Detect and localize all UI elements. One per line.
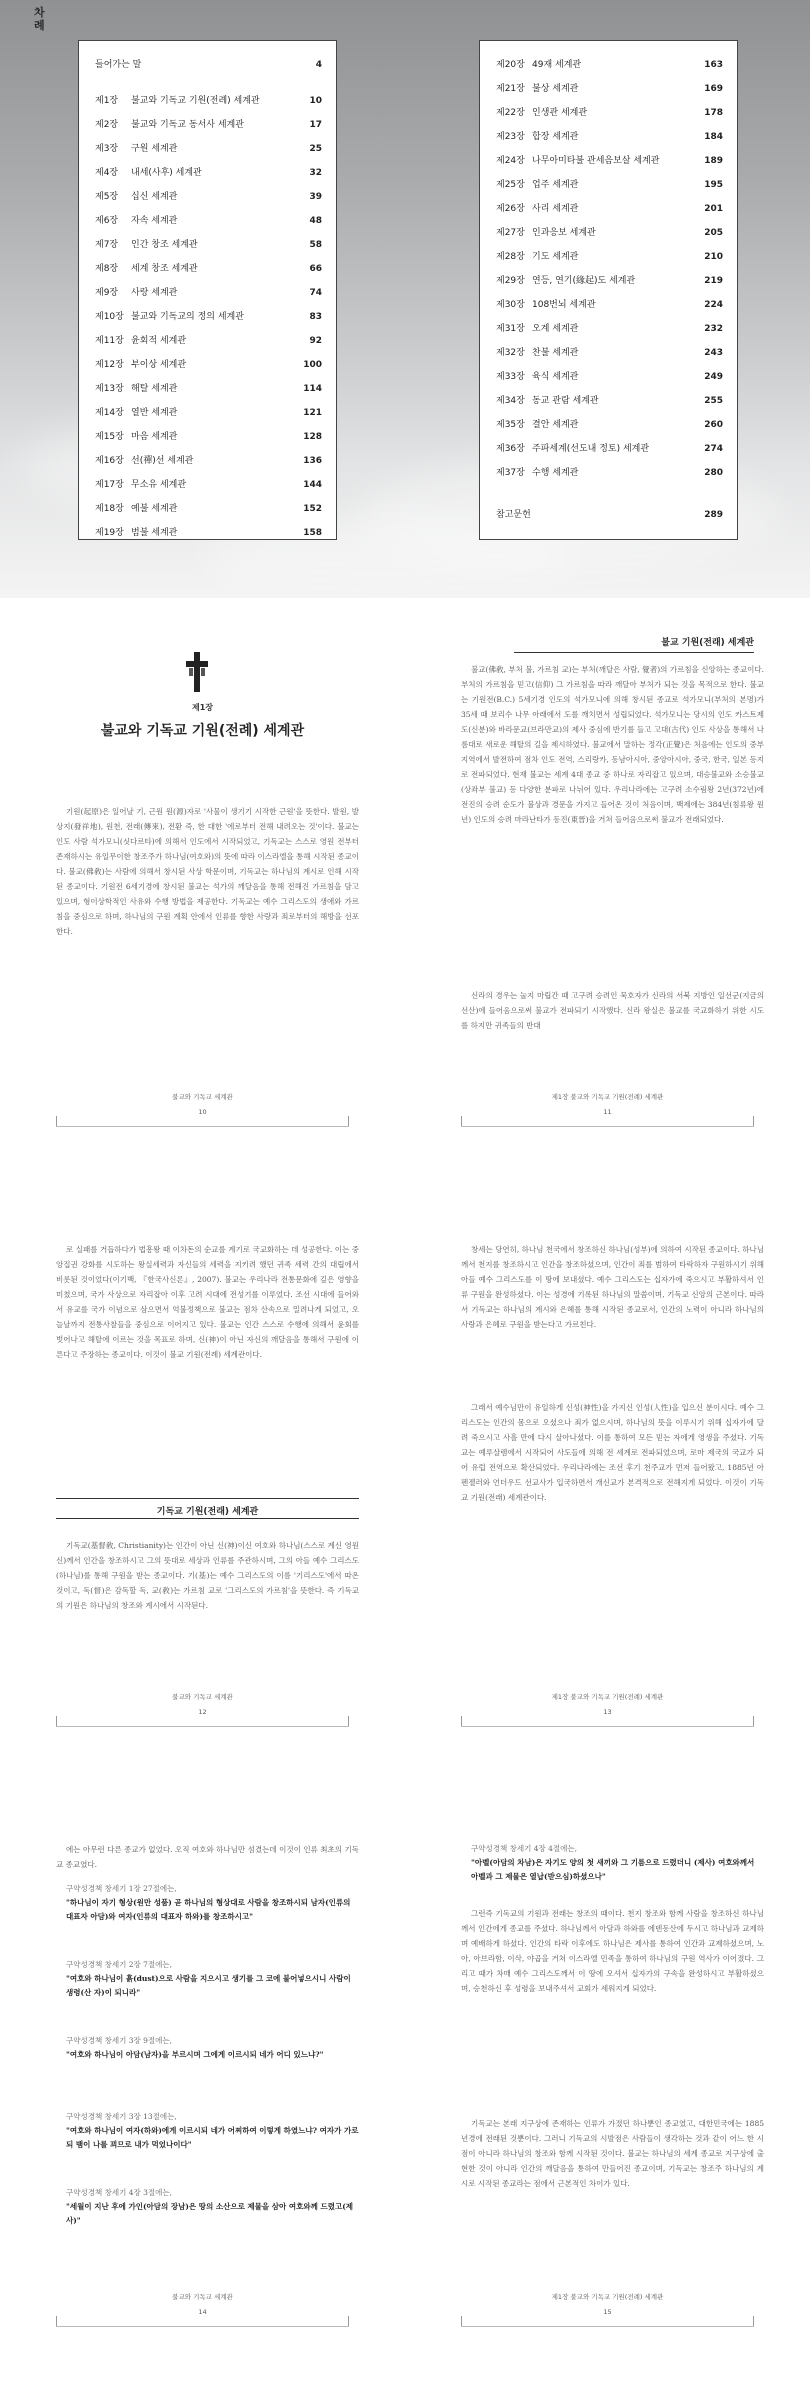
page-footer	[461, 2292, 754, 2327]
quote-body: "아벨(아담의 차남)은 자기도 양의 첫 새끼와 그 기름으로 드렸더니 (제사) 여호와께서 아벨과 그 제물은 열납(받으심)하셨으나"	[471, 1858, 755, 1881]
toc-page-number: 280	[704, 468, 723, 478]
toc-chapter-number: 제6장	[95, 216, 119, 226]
toc-page-number: 189	[704, 156, 723, 166]
toc-entry	[496, 129, 723, 145]
toc-entry	[496, 369, 723, 385]
toc-chapter-title: 열반 세계관	[131, 408, 178, 418]
toc-chapter-title: 동교 관람 세계관	[532, 396, 599, 406]
toc-entry	[496, 273, 723, 289]
toc-entry	[95, 525, 322, 541]
toc-page-number: 289	[704, 510, 723, 520]
toc-chapter-number: 제20장	[496, 60, 525, 70]
toc-entry	[496, 465, 723, 481]
toc-chapter-title: 사리 세계관	[532, 204, 579, 214]
toc-entry	[95, 333, 322, 349]
toc-entry	[496, 321, 723, 337]
toc-card-right	[479, 40, 738, 540]
toc-page-number: 48	[309, 216, 322, 226]
toc-page-number: 74	[309, 288, 322, 298]
toc-page-number: 136	[303, 456, 322, 466]
toc-chapter-title: 십신 세계관	[131, 192, 178, 202]
toc-entry	[95, 141, 322, 157]
toc-chapter-number: 제25장	[496, 180, 525, 190]
toc-chapter-title: 불상 세계관	[532, 84, 579, 94]
page-11	[405, 598, 810, 1198]
toc-page-number: 128	[303, 432, 322, 442]
toc-spread	[0, 0, 810, 598]
page-10	[0, 598, 405, 1198]
toc-entry	[95, 285, 322, 301]
quote-reference: 구약성경책 창세기 2장 7절에는,	[66, 1960, 173, 1969]
toc-entry	[95, 477, 322, 493]
toc-chapter-title: 사랑 세계관	[131, 288, 178, 298]
toc-chapter-number: 제5장	[95, 192, 119, 202]
toc-chapter-title: 무소유 세계관	[131, 480, 187, 490]
toc-page-number: 121	[303, 408, 322, 418]
toc-chapter-number: 제23장	[496, 132, 525, 142]
toc-chapter-title: 해탈 세계관	[131, 384, 178, 394]
toc-entry	[95, 261, 322, 277]
page-number: 13	[603, 1708, 612, 1716]
toc-entry	[496, 201, 723, 217]
toc-chapter-title: 불교와 기독교 기원(전례) 세계관	[131, 96, 260, 106]
toc-entry	[95, 117, 322, 133]
toc-chapter-title: 오계 세계관	[532, 324, 579, 334]
toc-entry	[496, 153, 723, 169]
toc-chapter-title: 세계 창조 세계관	[131, 264, 198, 274]
toc-chapter-title: 나무아미타불 관세음보살 세계관	[532, 156, 660, 166]
toc-page-number: 178	[704, 108, 723, 118]
toc-page-number: 169	[704, 84, 723, 94]
toc-chapter-title: 마음 세계관	[131, 432, 178, 442]
toc-page-number: 201	[704, 204, 723, 214]
toc-page-number: 58	[309, 240, 322, 250]
scripture-quote	[66, 2186, 359, 2228]
toc-entry	[496, 345, 723, 361]
toc-chapter-title: 윤회적 세계관	[131, 336, 187, 346]
page-footer	[461, 1692, 754, 1727]
toc-page-number: 83	[309, 312, 322, 322]
toc-chapter-title: 내세(사후) 세계관	[131, 168, 202, 178]
toc-chapter-title: 업주 세계관	[532, 180, 579, 190]
toc-entry	[95, 405, 322, 421]
page-footer	[56, 1092, 349, 1127]
footer-title: 제1장 불교와 기독교 기원(전례) 세계관	[551, 1093, 664, 1101]
toc-entry	[95, 309, 322, 325]
body-paragraph: 기독교(基督敎, Christianity)는 인간이 아닌 신(神)이신 여호와 하나님(스스로 계신 영원 신)께서 인간을 창조하시고 그의 뜻대로 세상과 인류를 주관하시며, 그의 아들 예수 그리스도(하나님)를 통해 구원을 받는 종교이다. 기(基)는 예수 그리스도의 이름 '기리스도'에서 따온 것이고, 독(督)은 감독할 독, 교(敎)는 가르침 교로 '그리스도의 가르침'을 뜻한다. 즉 기독교의 기원은 하나님의 창조와 계시에서 시작된다.	[56, 1541, 359, 1610]
toc-chapter-title: 선(禪)선 세계관	[131, 456, 194, 466]
toc-entry	[95, 453, 322, 469]
toc-chapter-title: 합장 세계관	[532, 132, 579, 142]
section-heading: 기독교 기원(전래) 세계관	[156, 1507, 259, 1517]
scripture-quote	[66, 1882, 359, 1924]
toc-page-number: 274	[704, 444, 723, 454]
toc-page-number: 255	[704, 396, 723, 406]
toc-chapter-title: 구원 세계관	[131, 144, 178, 154]
page-number: 12	[198, 1708, 207, 1716]
section-heading: 불교 기원(전래) 세계관	[661, 638, 754, 648]
scripture-quote	[66, 2034, 359, 2062]
toc-chapter-number: 제31장	[496, 324, 525, 334]
toc-page-number: 39	[309, 192, 322, 202]
toc-chapter-number: 제11장	[95, 336, 124, 346]
toc-page-number: 144	[303, 480, 322, 490]
toc-page-number: 260	[704, 420, 723, 430]
toc-entry	[95, 357, 322, 373]
footer-title: 제1장 불교와 기독교 기원(전례) 세계관	[551, 1693, 664, 1701]
toc-chapter-number: 제30장	[496, 300, 525, 310]
toc-chapter-title: 49재 세계관	[532, 60, 582, 70]
toc-chapter-number: 제33장	[496, 372, 525, 382]
toc-page-number: 219	[704, 276, 723, 286]
toc-entry	[95, 93, 322, 109]
toc-entry	[496, 297, 723, 313]
toc-chapter-number: 제29장	[496, 276, 525, 286]
toc-chapter-number: 제37장	[496, 468, 525, 478]
quote-reference: 구약성경책 창세기 4장 3절에는,	[66, 2188, 173, 2197]
toc-card-left	[78, 40, 337, 540]
toc-chapter-number: 제21장	[496, 84, 525, 94]
toc-page-number: 32	[309, 168, 322, 178]
page-footer	[56, 2292, 349, 2327]
toc-page-number: 66	[309, 264, 322, 274]
body-paragraph: 그래서 예수님만이 유일하게 신성(神性)을 가지신 인성(人性)을 입으신 분이시다. 예수 그리스도는 인간의 몸으로 오셨으나 죄가 없으시며, 하나님의 뜻을 이루시기 위해 십자가에 달려 죽으시고 사흘 만에 다시 살아나셨다. 이를 통하여 모든 믿는 자에게 영생을 주셨다. 기독교는 예루살렘에서 시작되어 사도들에 의해 전 세계로 전파되었으며, 로마 제국의 국교가 되어 유럽 전역으로 확산되었다. 우리나라에는 조선 후기 천주교가 먼저 들어왔고, 1885년 아펜젤러와 언더우드 선교사가 입국하면서 개신교가 본격적으로 전해지게 되었다. 이것이 기독교 기원(전래) 세계관이다.	[461, 1403, 764, 1502]
footer-title: 불교와 기독교 세계관	[172, 1093, 233, 1101]
quote-body: "여호와 하나님이 흙(dust)으로 사람을 지으시고 생기를 그 코에 불어넣으시니 사람이 생령(산 자)이 되니라"	[66, 1974, 351, 1997]
body-paragraph: 창세는 당연히, 하나님 천국에서 창조하신 하나님(성부)에 의하여 시작된 종교이다. 하나님께서 천지를 창조하시고 인간을 창조하셨으며, 인간이 죄를 범하여 타락하자 구원하시기 위해 아들 예수 그리스도를 이 땅에 보내셨다. 예수 그리스도는 십자가에 죽으시고 부활하셔서 인류 구원을 완성하셨다. 이는 성경에 기록된 하나님의 말씀이며, 기독교 신앙의 근본이다. 따라서 기독교는 하나님의 계시와 은혜를 통해 시작된 종교로서, 인간의 노력이 아니라 하나님의 사랑과 은혜로 구원을 받는다고 가르친다.	[461, 1245, 764, 1329]
body-paragraph: 로 실패를 거듭하다가 법흥왕 때 이차돈의 순교를 계기로 국교화하는 데 성공한다. 이는 중앙집권 강화를 시도하는 왕실세력과 자신들의 세력을 지키려 했던 귀족 세력 간의 대립에서 비롯된 것이었다(이기백, 『한국사신론』, 2007). 불교는 우리나라 전통문화에 깊은 영향을 미쳤으며, 국가 사상으로 자리잡아 이후 고려 시대에 전성기를 이루었다. 조선 시대에 들어와서 유교를 국가 이념으로 삼으면서 억불정책으로 불교는 점차 산속으로 밀려나게 되었고, 오늘날까지 전통사찰들을 중심으로 이어지고 있다. 불교는 인간 스스로 수행에 의해서 윤회를 벗어나고 해탈에 이르는 것을 목표로 하며, 신(神)이 아닌 자신의 깨달음을 통해서 구원에 이른다고 주장하는 종교이다. 이것이 불교 기원(전례) 세계관이다.	[56, 1245, 359, 1359]
toc-page-number: 243	[704, 348, 723, 358]
toc-entry	[496, 225, 723, 241]
chapter-intro: 기원(起原)은 일어날 기, 근원 원(源)자로 '사물이 생기기 시작한 근원'을 뜻한다. 발원, 발상지(發祥地), 원천, 전래(傳來), 전환 즉, 한 대한 '에로부터 전해 내려오는 것'이다. 불교는 인도 사람 석가모니(싯다르타)에 의해서 인도에서 시작되었고, 기독교는 스스로 영원 전부터 존재하시는 유일무이한 창조주가 하나님(여호와)의 뜻에 따라 이스라엘을 통해 시작된 종교이다. 불교(佛敎)는 사람에 의해서 창시된 사상 학문이며, 기독교는 하나님의 계시로 인해 시작된 종교이다. 기원전 6세기경에 창시된 불교는 석가의 깨달음을 통해 전해진 가르침을 담고 있으며, 형이상학적인 사유와 수행 방법을 제공한다. 기독교는 예수 그리스도의 생애와 가르침을 중심으로 하며, 하나님의 구원 계획 안에서 인류를 향한 사랑과 죄로부터의 해방을 선포한다.	[56, 807, 359, 936]
spread-pages-12-13	[0, 1198, 810, 1798]
scripture-quote	[471, 1842, 764, 1884]
toc-page-number: 210	[704, 252, 723, 262]
toc-chapter-number: 제34장	[496, 396, 525, 406]
quote-body: "하나님이 자기 형상(원만 성품) 곧 하나님의 형상대로 사람을 창조하시되 남자(인류의 대표자 아담)와 여자(인류의 대표자 하와)를 창조하시고"	[66, 1898, 351, 1921]
quote-reference: 구약성경책 창세기 1장 27절에는,	[66, 1884, 177, 1893]
toc-page-number: 232	[704, 324, 723, 334]
toc-chapter-number: 제18장	[95, 504, 124, 514]
toc-entry	[95, 213, 322, 229]
toc-chapter-title: 인간 창조 세계관	[131, 240, 198, 250]
toc-entry	[496, 105, 723, 121]
toc-entry	[95, 165, 322, 181]
toc-chapter-number: 제22장	[496, 108, 525, 118]
toc-chapter-number: 제8장	[95, 264, 119, 274]
toc-chapter-number: 제35장	[496, 420, 525, 430]
toc-chapter-number: 제32장	[496, 348, 525, 358]
toc-chapter-title: 주파세계(선도내 정토) 세계관	[532, 444, 650, 454]
toc-chapter-title: 인과응보 세계관	[532, 228, 596, 238]
toc-page-number: 17	[309, 120, 322, 130]
toc-chapter-number: 제9장	[95, 288, 119, 298]
toc-entry	[496, 249, 723, 265]
toc-entry	[496, 507, 723, 523]
toc-chapter-title: 찬불 세계관	[532, 348, 579, 358]
toc-entry	[496, 417, 723, 433]
toc-chapter-number: 제19장	[95, 528, 124, 538]
toc-chapter-title: 결안 세계관	[532, 420, 579, 430]
toc-chapter-title: 기도 세계관	[532, 252, 579, 262]
chapter-title: 불교와 기독교 기원(전례) 세계관	[100, 723, 305, 739]
toc-page-number: 92	[309, 336, 322, 346]
toc-chapter-number: 제13장	[95, 384, 124, 394]
toc-chapter-number: 제2장	[95, 120, 119, 130]
toc-page-number: 4	[315, 60, 322, 70]
toc-chapter-title: 자속 세계관	[131, 216, 178, 226]
toc-page-number: 25	[309, 144, 322, 154]
toc-chapter-title: 육식 세계관	[532, 372, 579, 382]
toc-entry	[496, 393, 723, 409]
quote-body: "여호와 하나님이 아담(남자)을 부르시며 그에게 이르시되 네가 어디 있느냐?"	[66, 2050, 324, 2059]
quote-body: "여호와 하나님이 여자(하와)에게 이르시되 네가 어찌하여 이렇게 하였느냐? 여자가 가로되 뱀이 나를 꾀므로 내가 먹었나이다"	[66, 2126, 359, 2149]
footer-title: 불교와 기독교 세계관	[172, 2293, 233, 2301]
toc-chapter-title: 예불 세계관	[131, 504, 178, 514]
quote-reference: 구약성경책 창세기 3장 13절에는,	[66, 2112, 177, 2121]
toc-chapter-title: 들어가는 말	[95, 60, 142, 70]
page-12	[0, 1198, 405, 1798]
toc-chapter-number: 제1장	[95, 96, 119, 106]
toc-chapter-title: 불교와 기독교 동서사 세계관	[131, 120, 244, 130]
toc-chapter-number: 제4장	[95, 168, 119, 178]
toc-chapter-number: 제7장	[95, 240, 119, 250]
toc-chapter-number: 제10장	[95, 312, 124, 322]
toc-chapter-number: 제12장	[95, 360, 124, 370]
toc-chapter-number: 제3장	[95, 144, 119, 154]
toc-label: 차례	[34, 6, 45, 32]
body-paragraph: 불교(佛敎, 부처 불, 가르침 교)는 부처(깨달은 사람, 覺者)의 가르침을 신앙하는 종교이다. 부처의 가르침을 믿고(信仰) 그 가르침을 따라 깨달아 부처가 되는 것을 목적으로 한다. 불교는 기원전(B.C.) 5세기경 인도의 석가모니에 의해 창시된 종교로 석가모니(부처의 본명)가 35세 때 보리수 나무 아래에서 도를 깨치면서 성립되었다. 석가모니는 당시의 인도 카스트제도(신분)와 바라문교(브라만교)의 제사 중심에 반기를 들고 고대(古代) 인도 사상을 통해서 나름대로 새로운 해탈의 길을 제시하였다. 불교에서 말하는 정각(正覺)은 처음에는 인도의 중부 지역에서 발전하여 점차 인도 전역, 스리랑카, 동남아시아, 중앙아시아, 중국, 한국, 일본 등지로 전파되었다. 현재 불교는 세계 4대 종교 중 하나로 자리잡고 있으며, 대승불교와 소승불교(상좌부 불교) 등 다양한 분파로 나뉘어 있다. 우리나라에는 고구려 소수림왕 2년(372년)에 전진의 승려 순도가 불상과 경문을 가지고 들어온 것이 처음이며, 백제에는 384년(침류왕 원년) 인도의 승려 마라난타가 동진(東晉)을 거쳐 들어옴으로써 불교가 전래되었다.	[461, 665, 764, 824]
page-number: 14	[198, 2308, 207, 2316]
toc-entry	[496, 177, 723, 193]
toc-page-number: 224	[704, 300, 723, 310]
scripture-quote	[66, 2110, 359, 2152]
toc-entry	[95, 57, 322, 73]
toc-chapter-title: 범불 세계관	[131, 528, 178, 538]
toc-chapter-number: 제24장	[496, 156, 525, 166]
chapter-number: 제1장	[191, 703, 214, 712]
toc-chapter-title: 불교와 기독교의 정의 세계관	[131, 312, 244, 322]
toc-page-number: 163	[704, 60, 723, 70]
toc-chapter-number: 제16장	[95, 456, 124, 466]
toc-chapter-title: 108번뇌 세계관	[532, 300, 596, 310]
toc-page-number: 114	[303, 384, 322, 394]
quote-body: "세월이 지난 후에 가인(아담의 장남)은 땅의 소산으로 제물을 삼아 여호와께 드렸고(제사)"	[66, 2202, 353, 2225]
page-15	[405, 1798, 810, 2400]
page-number: 15	[603, 2308, 612, 2316]
toc-chapter-number: 제17장	[95, 480, 124, 490]
toc-chapter-number: 제26장	[496, 204, 525, 214]
quote-reference: 구약성경책 창세기 3장 9절에는,	[66, 2036, 173, 2045]
toc-page-number: 184	[704, 132, 723, 142]
toc-page-number: 10	[309, 96, 322, 106]
page-footer	[461, 1092, 754, 1127]
footer-title: 불교와 기독교 세계관	[172, 1693, 233, 1701]
toc-entry	[95, 237, 322, 253]
toc-chapter-title: 인생관 세계관	[532, 108, 588, 118]
toc-page-number: 152	[303, 504, 322, 514]
toc-chapter-title: 연등, 연기(緣起)도 세계관	[532, 276, 636, 286]
body-paragraph: 신라의 경우는 눌지 마립간 때 고구려 승려인 묵호자가 신라의 서북 지방인 일선군(지금의 선산)에 들어옴으로써 불교가 전파되기 시작했다. 신라 왕실은 불교를 국교화하기 위한 시도를 하지만 귀족들의 반대	[461, 991, 764, 1030]
toc-page-number: 158	[303, 528, 322, 538]
toc-entry	[95, 381, 322, 397]
toc-entry	[496, 57, 723, 73]
toc-entry	[496, 441, 723, 457]
toc-chapter-number: 제28장	[496, 252, 525, 262]
toc-entry	[496, 81, 723, 97]
toc-chapter-number: 제36장	[496, 444, 525, 454]
footer-title: 제1장 불교와 기독교 기원(전례) 세계관	[551, 2293, 664, 2301]
page-number: 11	[603, 1108, 612, 1116]
section-header	[514, 632, 754, 653]
toc-page-number: 249	[704, 372, 723, 382]
body-paragraph: 에는 아무런 다른 종교가 없었다. 오직 여호와 하나님만 섬겼는데 이것이 인류 최초의 기독교 종교였다.	[56, 1845, 359, 1869]
page-14	[0, 1798, 405, 2400]
toc-chapter-title: 수행 세계관	[532, 468, 579, 478]
body-paragraph: 그런즉 기독교의 기원과 전래는 창조의 때이다. 천지 창조와 함께 사람을 창조하신 하나님께서 인간에게 종교를 주셨다. 하나님께서 아담과 하와를 에덴동산에 두시고 하나님과 교제하며 예배하게 하셨다. 인간의 타락 이후에도 하나님은 제사를 통하여 인간과 교제하셨으며, 노아, 아브라함, 이삭, 야곱을 거쳐 이스라엘 민족을 통하여 하나님의 구원 역사가 이어졌다. 그리고 때가 차매 예수 그리스도께서 이 땅에 오셔서 십자가의 구속을 완성하시고 부활하셨으며, 승천하신 후 성령을 보내주셔서 교회가 세워지게 되었다.	[461, 1909, 764, 1993]
scripture-quote	[66, 1958, 359, 2000]
toc-entry	[95, 189, 322, 205]
toc-page-number: 195	[704, 180, 723, 190]
toc-entry	[95, 501, 322, 517]
page-footer	[56, 1692, 349, 1727]
spread-pages-10-11	[0, 598, 810, 1198]
body-paragraph: 기독교는 본래 지구상에 존재하는 인류가 가졌던 하나뿐인 종교였고, 대한민국에는 1885년경에 전래된 것뿐이다. 그러니 기독교의 시발점은 사람들이 생각하는 것과 같이 어느 한 시점이 아니라 하나님의 창조와 함께 시작된 것이다. 불교는 하나님의 세계 종교로 지구상에 출현한 것이 아니라 인간의 깨달음을 통하여 만들어진 종교이며, 기독교는 창조주 하나님의 계시로 시작된 종교라는 점에서 근본적인 차이가 있다.	[461, 2119, 764, 2188]
page-number: 10	[198, 1108, 207, 1116]
page-13	[405, 1198, 810, 1798]
section-header	[56, 1498, 359, 1519]
toc-chapter-number: 제15장	[95, 432, 124, 442]
toc-page-number: 205	[704, 228, 723, 238]
toc-chapter-number: 제14장	[95, 408, 124, 418]
spread-pages-14-15	[0, 1798, 810, 2400]
toc-entry	[95, 429, 322, 445]
cross-icon	[183, 650, 211, 694]
quote-reference: 구약성경책 창세기 4장 4절에는,	[471, 1844, 578, 1853]
toc-page-number: 100	[303, 360, 322, 370]
toc-chapter-title: 참고문헌	[496, 510, 531, 520]
toc-chapter-number: 제27장	[496, 228, 525, 238]
toc-chapter-title: 부이상 세계관	[131, 360, 187, 370]
